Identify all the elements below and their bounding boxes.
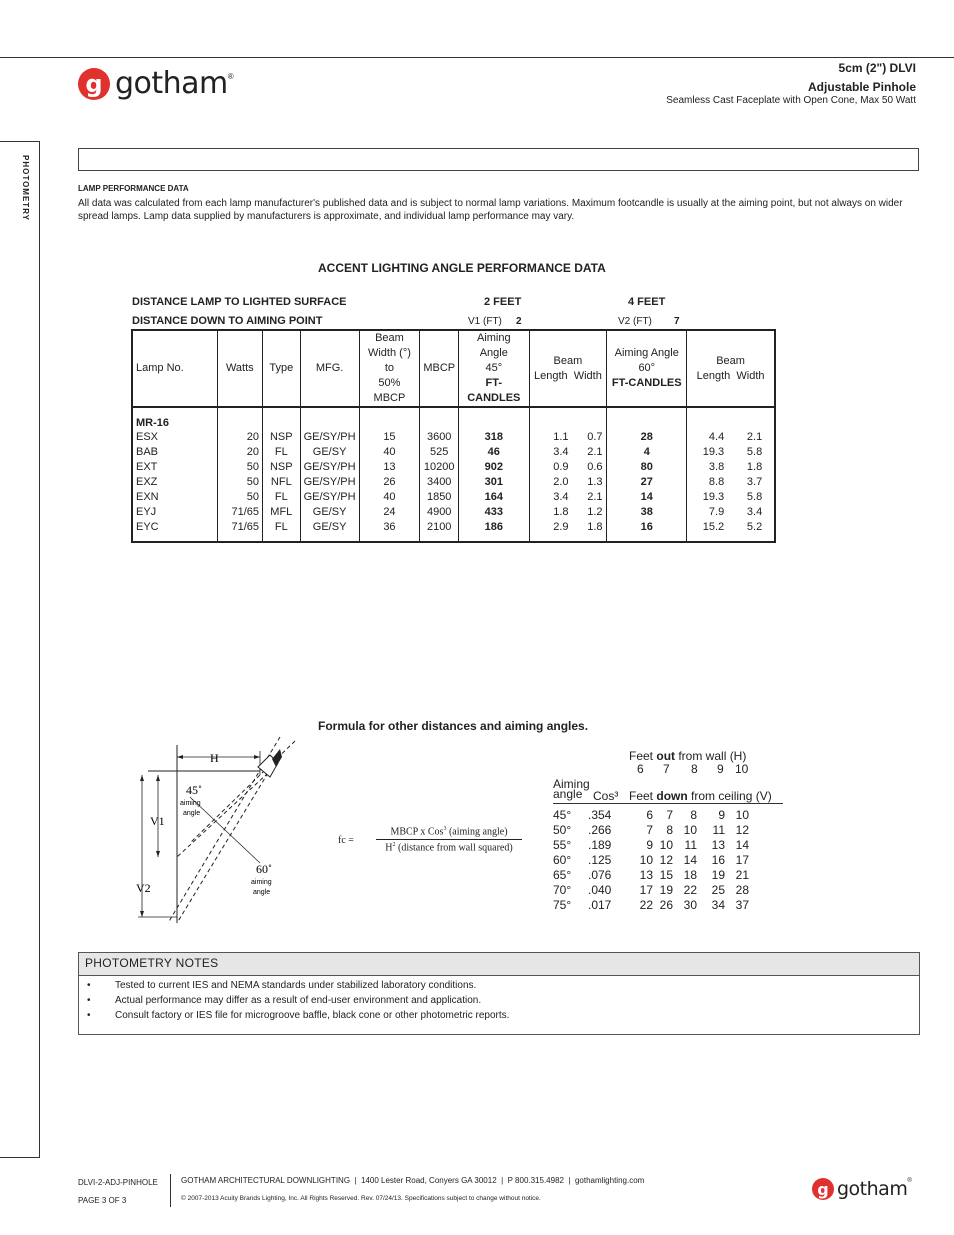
formula-table-rule [553, 803, 783, 804]
cell-mfg: GE/SY [300, 505, 359, 520]
cell-beam-width: 36 [359, 520, 420, 542]
cell-beam45 [529, 475, 607, 490]
formula-angle: 65° [553, 868, 572, 882]
cell-lamp: EYC [136, 521, 159, 533]
cell-beam45 [529, 505, 607, 520]
cell-l45: 0.9 [553, 461, 569, 473]
h-arrow-right [254, 755, 260, 759]
cell-w60: 5.2 [746, 521, 763, 533]
cell-mfg: GE/SY/PH [300, 430, 359, 445]
formula-angle: 55° [553, 838, 572, 852]
formula-v-value: 25 [711, 883, 725, 897]
group-spacer [687, 407, 775, 430]
formula-row [553, 868, 783, 883]
diagram-v2-label: V2 [136, 881, 151, 895]
diagram-60-label: 60˚ [256, 862, 272, 876]
cell-beam60 [687, 490, 775, 505]
h-arrow-left [177, 755, 183, 759]
cell-l45: 1.8 [553, 506, 569, 518]
cell-fc45: 301 [459, 475, 529, 490]
distance-down-label: DISTANCE DOWN TO AIMING POINT [132, 315, 323, 327]
cell-lamp: EXT [136, 461, 158, 473]
cell-l45: 1.1 [553, 431, 569, 443]
col-aim60 [607, 330, 687, 407]
cell-w45: 2.1 [587, 446, 603, 458]
registered-mark: ® [227, 72, 234, 81]
cell-l45: 3.4 [553, 491, 569, 503]
group-spacer [607, 407, 687, 430]
cell-l60: 3.8 [708, 461, 725, 473]
cell-l60: 19.3 [702, 491, 725, 503]
header-rule [0, 57, 954, 58]
cell-beam-width: 24 [359, 505, 420, 520]
feet-out-b: out [656, 749, 676, 763]
side-top-rule [0, 141, 40, 142]
formula-v-value: 7 [666, 808, 673, 822]
formula-v-value: 18 [683, 868, 697, 882]
cell-beam45 [529, 520, 607, 542]
formula-v-value: 10 [659, 838, 673, 852]
cell-mfg: GE/SY/PH [300, 490, 359, 505]
cell-type: NSP [263, 430, 301, 445]
fixture-icon [258, 749, 282, 777]
cell-beam-width: 26 [359, 475, 420, 490]
group-label: MR-16 [136, 417, 170, 429]
cell-watts: 50 [217, 475, 262, 490]
aim45-line3: FT-CANDLES [467, 377, 521, 404]
cell-watts: 71/65 [217, 520, 262, 542]
cell-w45: 1.8 [587, 521, 603, 533]
cell-w45: 0.7 [587, 431, 603, 443]
formula-v-value: 34 [711, 898, 725, 912]
cell-lamp: BAB [136, 446, 159, 458]
photometry-notes [78, 952, 920, 1035]
cell-type: FL [263, 490, 301, 505]
feet-out-heading [629, 749, 746, 763]
cell-w60: 1.8 [746, 461, 763, 473]
cell-beam60 [687, 520, 775, 542]
cell-lamp: ESX [136, 431, 159, 443]
feet-out-a: Feet [629, 749, 657, 763]
formula-v-value: 15 [659, 868, 673, 882]
side-tab-label: PHOTOMETRY [21, 155, 30, 222]
formula-v-value: 21 [735, 868, 749, 882]
distance-lamp-label: DISTANCE LAMP TO LIGHTED SURFACE [132, 296, 347, 308]
beam-width-line2: Width (°) [367, 347, 411, 359]
table-header-row [132, 330, 775, 407]
formula-denominator [376, 840, 522, 853]
formula-cos: .354 [588, 808, 612, 822]
formula-cos: .125 [588, 853, 612, 867]
group-spacer [359, 407, 420, 430]
formula-v-value: 13 [711, 838, 725, 852]
cell-watts: 50 [217, 490, 262, 505]
side-vertical-rule [39, 141, 40, 1158]
cell-w60: 2.1 [746, 431, 763, 443]
notes-heading: PHOTOMETRY NOTES [79, 953, 919, 976]
cell-type: FL [263, 445, 301, 460]
v1-arrow-bottom [156, 851, 160, 857]
formula-angle: 45° [553, 808, 572, 822]
formula-numerator [376, 826, 522, 840]
diagram-h-label: H [210, 751, 219, 765]
formula-rows [553, 808, 783, 913]
cell-fc60: 14 [607, 490, 687, 505]
formula-v-value: 9 [718, 808, 725, 822]
product-name: Adjustable Pinhole [807, 80, 916, 94]
cell-mfg: GE/SY/PH [300, 460, 359, 475]
formula-cos: .076 [588, 868, 612, 882]
col-aim45 [459, 330, 529, 407]
side-bottom-rule [0, 1157, 40, 1158]
diagram-60-aiming: aiming [251, 879, 272, 886]
footer-copyright: © 2007-2013 Acuity Brands Lighting, Inc. All Rights Reserved. Rev. 07/24/13. Specifications subject to change without notice. [181, 1195, 541, 1202]
cell-fc60: 27 [607, 475, 687, 490]
cell-w45: 0.6 [587, 461, 603, 473]
lamp-performance-heading: LAMP PERFORMANCE DATA [78, 184, 189, 193]
cell-l45: 2.0 [553, 476, 569, 488]
formula-v-value: 14 [683, 853, 697, 867]
col-lamp-no: Lamp No. [132, 330, 217, 407]
formula-v-value: 17 [735, 853, 749, 867]
cell-fc60: 38 [607, 505, 687, 520]
formula-v-value: 22 [683, 883, 697, 897]
table-row [132, 505, 775, 520]
cell-w60: 5.8 [746, 446, 763, 458]
v2-label: V2 (FT) [618, 316, 652, 327]
formula-v-value: 6 [646, 808, 653, 822]
cell-w45: 1.3 [587, 476, 603, 488]
col-beam60 [687, 330, 775, 407]
group-spacer [300, 407, 359, 430]
aim45-line2: 45° [485, 362, 503, 374]
cell-l45: 2.9 [553, 521, 569, 533]
formula-v-value: 30 [683, 898, 697, 912]
col-beam45 [529, 330, 607, 407]
feet-2-label: 2 FEET [484, 296, 522, 308]
footer-logo-mark: g [812, 1178, 834, 1200]
group-spacer [217, 407, 262, 430]
beam45-line2: Length Width [533, 369, 602, 382]
table-group-row [132, 407, 775, 430]
aiming-angle-heading [553, 779, 590, 799]
v1-value: 2 [516, 316, 522, 327]
logo-text: gotham [115, 66, 228, 101]
note-item: • Consult factory or IES file for microgroove baffle, black cone or other photometric reports. [87, 1010, 911, 1025]
beam45-line1: Beam [553, 354, 583, 367]
cell-l60: 19.3 [702, 446, 725, 458]
cell-type: MFL [263, 505, 301, 520]
cell-fc45: 433 [459, 505, 529, 520]
formula-row [553, 823, 783, 838]
formula-v-value: 19 [659, 883, 673, 897]
cell-l60: 8.8 [708, 476, 725, 488]
feet-down-b: down [656, 789, 688, 803]
group-spacer [420, 407, 459, 430]
cell-beam60 [687, 505, 775, 520]
feet-down-heading [629, 789, 772, 803]
formula-cos: .017 [588, 898, 612, 912]
formula-row [553, 808, 783, 823]
formula-v-value: 10 [683, 823, 697, 837]
v2-value: 7 [674, 316, 680, 327]
col-mbcp: MBCP [420, 330, 459, 407]
formula-v-value: 14 [735, 838, 749, 852]
formula-row [553, 883, 783, 898]
section-title-box [78, 148, 919, 171]
cell-mfg: GE/SY [300, 520, 359, 542]
diagram-v1-label: V1 [150, 814, 165, 828]
brand-logo [78, 66, 234, 101]
beam60-line2: Length Width [696, 369, 765, 382]
formula-fc-label: fc = [338, 835, 354, 846]
aim60-line2: 60° [638, 362, 656, 374]
product-size: 5cm (2") DLVI [838, 61, 916, 75]
numerator-sup: 3 [443, 826, 447, 832]
formula-row [553, 898, 783, 913]
formula-v-value: 11 [684, 838, 697, 852]
col-beam-width [359, 330, 420, 407]
formula-cos: .266 [588, 823, 612, 837]
beam-width-line3: to [384, 362, 395, 374]
cell-lamp: EXN [136, 491, 159, 503]
cell-type: NFL [263, 475, 301, 490]
aim45-line1: Aiming Angle [476, 332, 511, 359]
formula-v-value: 16 [711, 853, 725, 867]
diagram-60-angle: angle [253, 889, 271, 896]
formula-v-value: 10 [735, 808, 749, 822]
table-body [132, 407, 775, 542]
formula-cos: .040 [588, 883, 612, 897]
formula-v-value: 11 [712, 823, 725, 837]
formula-v-value: 10 [639, 853, 653, 867]
h-value: 10 [735, 762, 749, 776]
cell-mbcp: 10200 [420, 460, 459, 475]
formula-v-value: 26 [659, 898, 673, 912]
formula-v-value: 9 [646, 838, 653, 852]
formula-v-value: 8 [690, 808, 697, 822]
formula-v-value: 12 [735, 823, 749, 837]
cell-fc60: 4 [607, 445, 687, 460]
cell-l60: 4.4 [708, 431, 725, 443]
diagram-45-label: 45˚ [186, 783, 202, 797]
beam-width-line4: 50% MBCP [373, 377, 406, 404]
cell-beam-width: 40 [359, 445, 420, 460]
formula-row [553, 853, 783, 868]
formula-v-value: 19 [711, 868, 725, 882]
aim60-line1: Aiming Angle [614, 347, 679, 359]
formula-v-value: 7 [646, 823, 653, 837]
cell-beam45 [529, 430, 607, 445]
h-value: 9 [717, 762, 724, 776]
feet-down-a: Feet [629, 789, 657, 803]
cell-beam60 [687, 430, 775, 445]
notes-list [79, 976, 919, 1029]
table-row [132, 490, 775, 505]
cell-lamp: EYJ [136, 506, 157, 518]
table-row [132, 445, 775, 460]
cell-type: FL [263, 520, 301, 542]
denominator-suffix: (distance from wall squared) [395, 842, 513, 854]
aiming-word: Aiming [553, 777, 590, 791]
cell-l60: 15.2 [702, 521, 725, 533]
group-spacer [459, 407, 529, 430]
numerator-suffix: (aiming angle) [446, 826, 508, 838]
feet-down-c: from ceiling (V) [687, 789, 772, 803]
formula-v-value: 13 [639, 868, 653, 882]
numerator-text: MBCP x Cos [390, 826, 444, 838]
cell-mbcp: 4900 [420, 505, 459, 520]
angle-word: angle [553, 787, 583, 801]
col-type: Type [263, 330, 301, 407]
formula-angle: 75° [553, 898, 572, 912]
cell-beam-width: 13 [359, 460, 420, 475]
cell-beam45 [529, 460, 607, 475]
product-desc: Seamless Cast Faceplate with Open Cone, Max 50 Watt [666, 95, 916, 106]
formula-v-value: 28 [735, 883, 749, 897]
diagram-45-angle: angle [183, 810, 201, 817]
table-row [132, 520, 775, 542]
v2-arrow-bottom [140, 911, 144, 917]
cell-w60: 3.7 [746, 476, 763, 488]
formula-angle: 70° [553, 883, 572, 897]
diagram-45-aiming: aiming [180, 800, 201, 807]
cell-watts: 20 [217, 445, 262, 460]
table-row [132, 460, 775, 475]
formula-fraction [376, 826, 522, 854]
cell-fc45: 46 [459, 445, 529, 460]
cell-fc60: 16 [607, 520, 687, 542]
cell-lamp: EXZ [136, 476, 158, 488]
cell-fc45: 318 [459, 430, 529, 445]
cell-fc45: 902 [459, 460, 529, 475]
cell-beam45 [529, 490, 607, 505]
beam60-line1: Beam [716, 354, 745, 367]
col-mfg: MFG. [300, 330, 359, 407]
cell-mbcp: 3600 [420, 430, 459, 445]
cell-fc45: 164 [459, 490, 529, 505]
footer-doc-id: DLVI-2-ADJ-PINHOLE [78, 1178, 158, 1187]
v1-label: V1 (FT) [468, 316, 502, 327]
cell-mbcp: 1850 [420, 490, 459, 505]
aim60-line3: FT-CANDLES [611, 377, 682, 389]
logo-mark: g [78, 68, 110, 100]
table-row [132, 475, 775, 490]
cell-watts: 50 [217, 460, 262, 475]
formula-v-value: 8 [666, 823, 673, 837]
footer-registered-mark: ® [907, 1178, 912, 1184]
formula-title: Formula for other distances and aiming angles. [318, 719, 589, 733]
cell-beam60 [687, 475, 775, 490]
cell-l60: 7.9 [708, 506, 725, 518]
cell-fc60: 80 [607, 460, 687, 475]
accent-performance-table [131, 329, 776, 543]
feet-out-c: from wall (H) [675, 749, 747, 763]
footer-logo-text: gotham [837, 1178, 908, 1200]
v1-arrow-top [156, 775, 160, 781]
h-value: 8 [691, 762, 698, 776]
cell-mbcp: 3400 [420, 475, 459, 490]
cell-w45: 1.2 [587, 506, 603, 518]
beam-width-line1: Beam [375, 332, 404, 344]
cell-beam-width: 40 [359, 490, 420, 505]
formula-angle: 60° [553, 853, 572, 867]
cell-w45: 2.1 [587, 491, 603, 503]
note-item: • Actual performance may differ as a result of end-user environment and application. [87, 995, 911, 1010]
note-item: • Tested to current IES and NEMA standards under stabilized laboratory conditions. [87, 980, 911, 995]
cos-heading: Cos³ [593, 789, 619, 803]
accent-table-title: ACCENT LIGHTING ANGLE PERFORMANCE DATA [318, 261, 606, 275]
table-row [132, 430, 775, 445]
cell-watts: 71/65 [217, 505, 262, 520]
cell-watts: 20 [217, 430, 262, 445]
h-value: 7 [663, 762, 670, 776]
formula-angle: 50° [553, 823, 572, 837]
group-spacer [529, 407, 607, 430]
footer-divider [170, 1174, 171, 1207]
group-spacer [263, 407, 301, 430]
footer-page: PAGE 3 OF 3 [78, 1196, 127, 1205]
cell-mbcp: 2100 [420, 520, 459, 542]
cell-beam60 [687, 445, 775, 460]
footer-logo [812, 1178, 912, 1200]
cell-l45: 3.4 [553, 446, 569, 458]
footer-address: GOTHAM ARCHITECTURAL DOWNLIGHTING | 1400 Lester Road, Conyers GA 30012 | P 800.315.4982 | gothamlighting.com [181, 1176, 645, 1185]
cell-beam45 [529, 445, 607, 460]
col-watts: Watts [217, 330, 262, 407]
cell-fc45: 186 [459, 520, 529, 542]
aiming-angle-diagram [130, 735, 310, 930]
formula-v-value: 17 [639, 883, 653, 897]
cell-w60: 5.8 [746, 491, 763, 503]
cell-mbcp: 525 [420, 445, 459, 460]
v2-arrow-top [140, 775, 144, 781]
denominator-sup: 2 [392, 842, 396, 849]
formula-cos: .189 [588, 838, 612, 852]
cell-type: NSP [263, 460, 301, 475]
formula-row [553, 838, 783, 853]
cell-beam-width: 15 [359, 430, 420, 445]
cell-mfg: GE/SY/PH [300, 475, 359, 490]
feet-4-label: 4 FEET [628, 296, 666, 308]
formula-v-value: 22 [639, 898, 653, 912]
cell-mfg: GE/SY [300, 445, 359, 460]
formula-v-value: 12 [659, 853, 673, 867]
h-value: 6 [637, 762, 644, 776]
lamp-performance-body: All data was calculated from each lamp manufacturer's published data and is subject to normal lamp variations. Maximum footcandle is usually at the aiming point, but not always on wider spread lamps. Lamp data supplied by manufacturers is approximate, and individual lamp performance may vary. [78, 198, 903, 222]
denominator-text: H [385, 842, 393, 854]
formula-v-value: 37 [735, 898, 749, 912]
cell-fc60: 28 [607, 430, 687, 445]
cell-beam60 [687, 460, 775, 475]
cell-w60: 3.4 [746, 506, 763, 518]
